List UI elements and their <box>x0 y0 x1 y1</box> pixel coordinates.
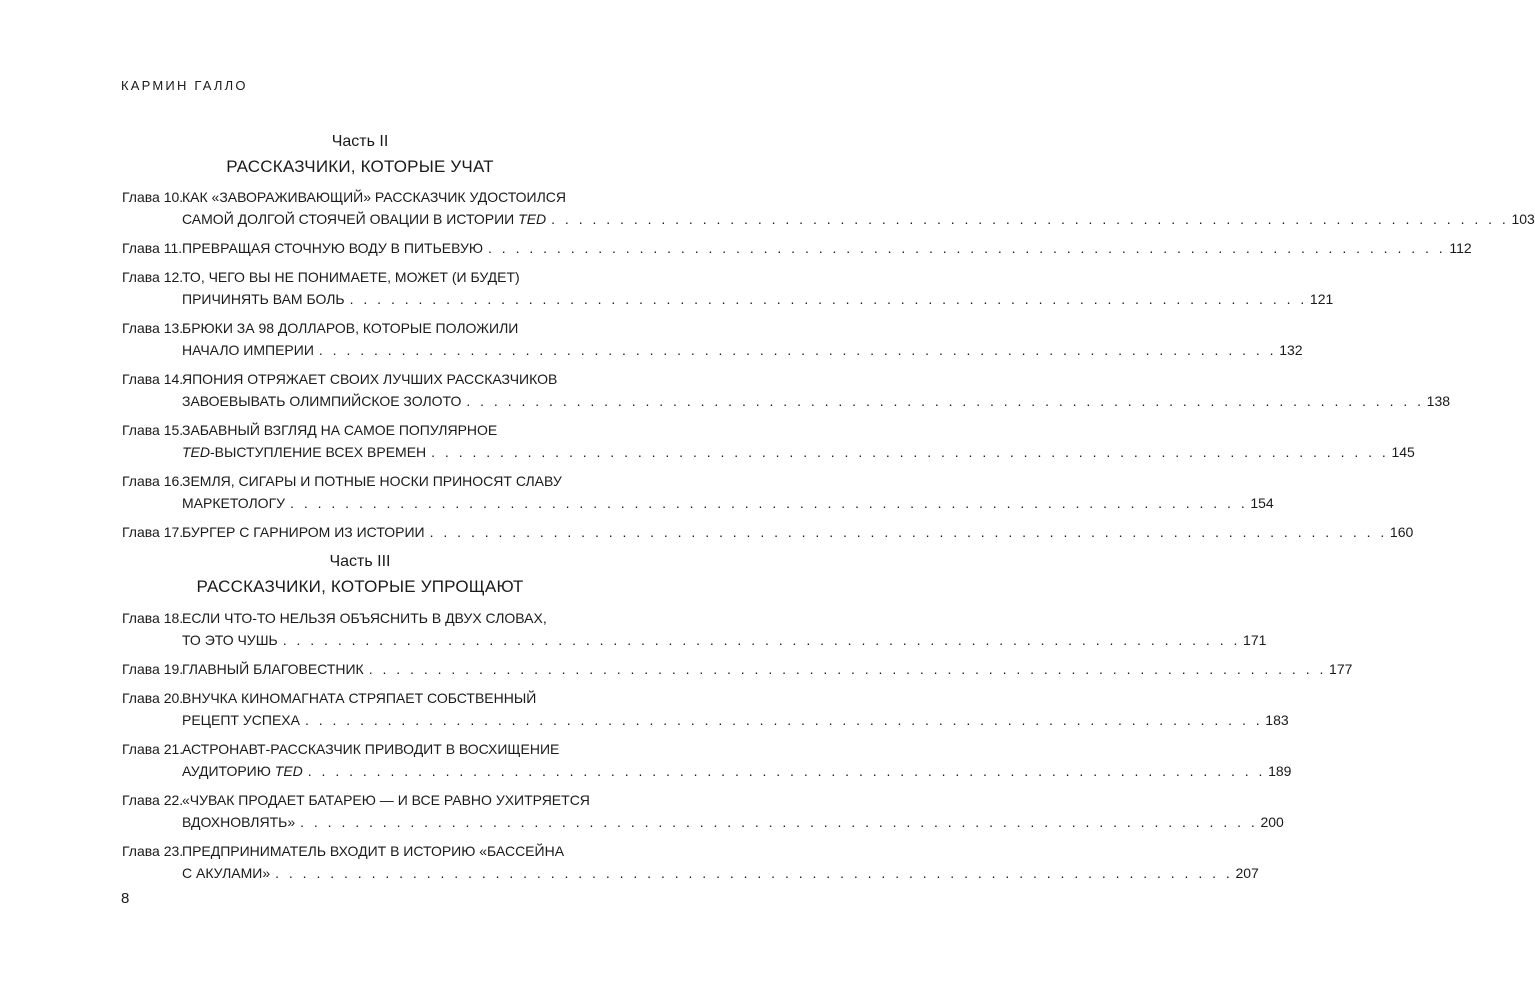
chapter-label: Глава 13. <box>122 320 184 336</box>
title-italic-suffix: TED <box>518 211 547 227</box>
title-text: -ВЫСТУПЛЕНИЕ ВСЕХ ВРЕМЕН <box>210 444 427 460</box>
dot-leader <box>551 208 1509 230</box>
chapter-title-last-line <box>182 390 1450 412</box>
toc-entry <box>122 521 1414 543</box>
page-reference: 112 <box>1449 240 1472 256</box>
chapter-title-last-line <box>182 288 1333 310</box>
chapter-title-last-line <box>182 658 1352 680</box>
chapter-title-line: ВНУЧКА КИНОМАГНАТА СТРЯПАЕТ СОБСТВЕННЫЙ <box>182 690 537 706</box>
title-text: ТО ЭТО ЧУШЬ <box>182 632 278 648</box>
chapter-title <box>182 368 1450 412</box>
page-reference: 183 <box>1265 712 1289 728</box>
chapter-label: Глава 14. <box>122 371 184 387</box>
page-reference: 200 <box>1260 814 1284 830</box>
chapter-title-line: ЕСЛИ ЧТО-ТО НЕЛЬЗЯ ОБЪЯСНИТЬ В ДВУХ СЛОВАХ, <box>182 610 547 626</box>
chapter-title <box>182 266 1333 310</box>
page-reference: 103 <box>1511 211 1535 227</box>
dot-leader <box>350 288 1308 310</box>
page-reference: 189 <box>1268 763 1292 779</box>
chapter-title <box>182 419 1415 463</box>
toc-entry <box>122 419 1415 463</box>
title-text: С АКУЛАМИ» <box>182 865 271 881</box>
title-text: БУРГЕР С ГАРНИРОМ ИЗ ИСТОРИИ <box>182 524 425 540</box>
title-italic-suffix: TED <box>274 763 303 779</box>
title-text: ПРЕВРАЩАЯ СТОЧНУЮ ВОДУ В ПИТЬЕВУЮ <box>182 240 484 256</box>
chapter-title-last-line <box>182 492 1274 514</box>
toc-entry <box>122 658 1353 680</box>
part-number: Часть II <box>331 133 389 150</box>
chapter-label: Глава 17. <box>122 524 184 540</box>
dot-leader <box>275 862 1233 884</box>
title-text: САМОЙ ДОЛГОЙ СТОЯЧЕЙ ОВАЦИИ В ИСТОРИИ <box>182 211 519 227</box>
dot-leader <box>300 811 1258 833</box>
chapter-title <box>182 470 1274 514</box>
page-reference: 177 <box>1329 661 1353 677</box>
chapter-title-line: ЗЕМЛЯ, СИГАРЫ И ПОТНЫЕ НОСКИ ПРИНОСЯТ СЛАВУ <box>182 473 562 489</box>
chapter-title <box>182 738 1291 782</box>
dot-leader <box>466 390 1424 412</box>
title-text: МАРКЕТОЛОГУ <box>182 495 286 511</box>
dot-leader <box>430 521 1388 543</box>
chapter-label: Глава 19. <box>122 661 184 677</box>
dot-leader <box>305 709 1263 731</box>
dot-leader <box>290 492 1248 514</box>
chapter-label: Глава 11. <box>122 240 183 256</box>
page-reference: 154 <box>1250 495 1274 511</box>
page-number: 8 <box>121 890 130 907</box>
chapter-title <box>182 317 1303 361</box>
part-title: РАССКАЗЧИКИ, КОТОРЫЕ УПРОЩАЮТ <box>196 577 524 596</box>
chapter-title-last-line <box>182 521 1413 543</box>
chapter-title-last-line <box>182 237 1472 259</box>
running-head: КАРМИН ГАЛЛО <box>121 78 248 93</box>
chapter-title-line: «ЧУВАК ПРОДАЕТ БАТАРЕЮ — И ВСЕ РАВНО УХИТРЯЕТСЯ <box>182 792 590 808</box>
chapter-title <box>182 687 1289 731</box>
chapter-label: Глава 23. <box>122 843 184 859</box>
page-reference: 171 <box>1243 632 1267 648</box>
chapter-title-last-line <box>182 339 1303 361</box>
chapter-title-line: ЯПОНИЯ ОТРЯЖАЕТ СВОИХ ЛУЧШИХ РАССКАЗЧИКОВ <box>182 371 558 387</box>
dot-leader <box>369 658 1327 680</box>
chapter-title-last-line <box>182 862 1259 884</box>
part-heading <box>120 132 600 179</box>
chapter-title <box>182 607 1266 651</box>
title-text: ГЛАВНЫЙ БЛАГОВЕСТНИК <box>182 661 364 677</box>
chapter-label: Глава 21. <box>122 741 184 757</box>
dot-leader <box>319 339 1277 361</box>
title-text: НАЧАЛО ИМПЕРИИ <box>182 342 314 358</box>
chapter-title-line: ПРЕДПРИНИМАТЕЛЬ ВХОДИТ В ИСТОРИЮ «БАССЕЙНА <box>182 843 565 859</box>
title-text: АУДИТОРИЮ <box>182 763 275 779</box>
dot-leader <box>308 760 1266 782</box>
dot-leader <box>488 237 1446 259</box>
toc-entry <box>122 789 1284 833</box>
title-text: РЕЦЕПТ УСПЕХА <box>182 712 300 728</box>
dot-leader <box>283 629 1241 651</box>
chapter-title-line: ТО, ЧЕГО ВЫ НЕ ПОНИМАЕТЕ, МОЖЕТ (И БУДЕТ) <box>182 269 520 285</box>
toc-entry <box>122 186 1535 230</box>
title-text: ПРИЧИНЯТЬ ВАМ БОЛЬ <box>182 291 345 307</box>
chapter-title <box>182 186 1535 230</box>
chapter-title-last-line <box>182 760 1291 782</box>
part-number: Часть III <box>329 553 391 570</box>
chapter-title <box>182 658 1352 680</box>
chapter-label: Глава 10. <box>122 189 184 205</box>
chapter-title-line: АСТРОНАВТ-РАССКАЗЧИК ПРИВОДИТ В ВОСХИЩЕНИЕ <box>182 741 560 757</box>
toc-entry <box>122 237 1472 259</box>
title-text: ЗАВОЕВЫВАТЬ ОЛИМПИЙСКОЕ ЗОЛОТО <box>182 393 462 409</box>
toc-entry <box>122 738 1292 782</box>
chapter-label: Глава 15. <box>122 422 184 438</box>
page-reference: 145 <box>1391 444 1415 460</box>
chapter-label: Глава 12. <box>122 269 184 285</box>
toc-entry <box>122 266 1334 310</box>
part-heading <box>120 552 600 599</box>
dot-leader <box>431 441 1389 463</box>
toc-entry <box>122 840 1259 884</box>
toc-entry <box>122 607 1267 651</box>
toc-entry <box>122 687 1289 731</box>
chapter-title-last-line <box>182 629 1266 651</box>
chapter-title <box>182 521 1413 543</box>
chapter-title-line: БРЮКИ ЗА 98 ДОЛЛАРОВ, КОТОРЫЕ ПОЛОЖИЛИ <box>182 320 519 336</box>
table-of-contents-part-2 <box>122 186 1535 543</box>
title-text: ВДОХНОВЛЯТЬ» <box>182 814 296 830</box>
chapter-label: Глава 16. <box>122 473 184 489</box>
chapter-title-last-line <box>182 811 1284 833</box>
chapter-title <box>182 840 1259 884</box>
page-reference: 138 <box>1426 393 1451 409</box>
chapter-title <box>182 237 1472 259</box>
part-title: РАССКАЗЧИКИ, КОТОРЫЕ УЧАТ <box>226 157 494 176</box>
page-reference: 121 <box>1309 291 1334 307</box>
toc-entry <box>122 470 1274 514</box>
page-reference: 207 <box>1235 865 1259 881</box>
chapter-label: Глава 18. <box>122 610 184 626</box>
title-italic-prefix: TED <box>182 444 210 460</box>
chapter-title-last-line <box>182 441 1415 463</box>
chapter-label: Глава 20. <box>122 690 184 706</box>
table-of-contents-part-3 <box>122 607 1353 884</box>
page-reference: 132 <box>1279 342 1303 358</box>
toc-entry <box>122 368 1451 412</box>
chapter-title-line: КАК «ЗАВОРАЖИВАЮЩИЙ» РАССКАЗЧИК УДОСТОИЛСЯ <box>182 189 567 205</box>
chapter-label: Глава 22. <box>122 792 184 808</box>
toc-entry <box>122 317 1303 361</box>
chapter-title <box>182 789 1284 833</box>
page-reference: 160 <box>1389 524 1414 540</box>
chapter-title-line: ЗАБАВНЫЙ ВЗГЛЯД НА САМОЕ ПОПУЛЯРНОЕ <box>182 422 498 438</box>
chapter-title-last-line <box>182 709 1289 731</box>
chapter-title-last-line <box>182 208 1535 230</box>
